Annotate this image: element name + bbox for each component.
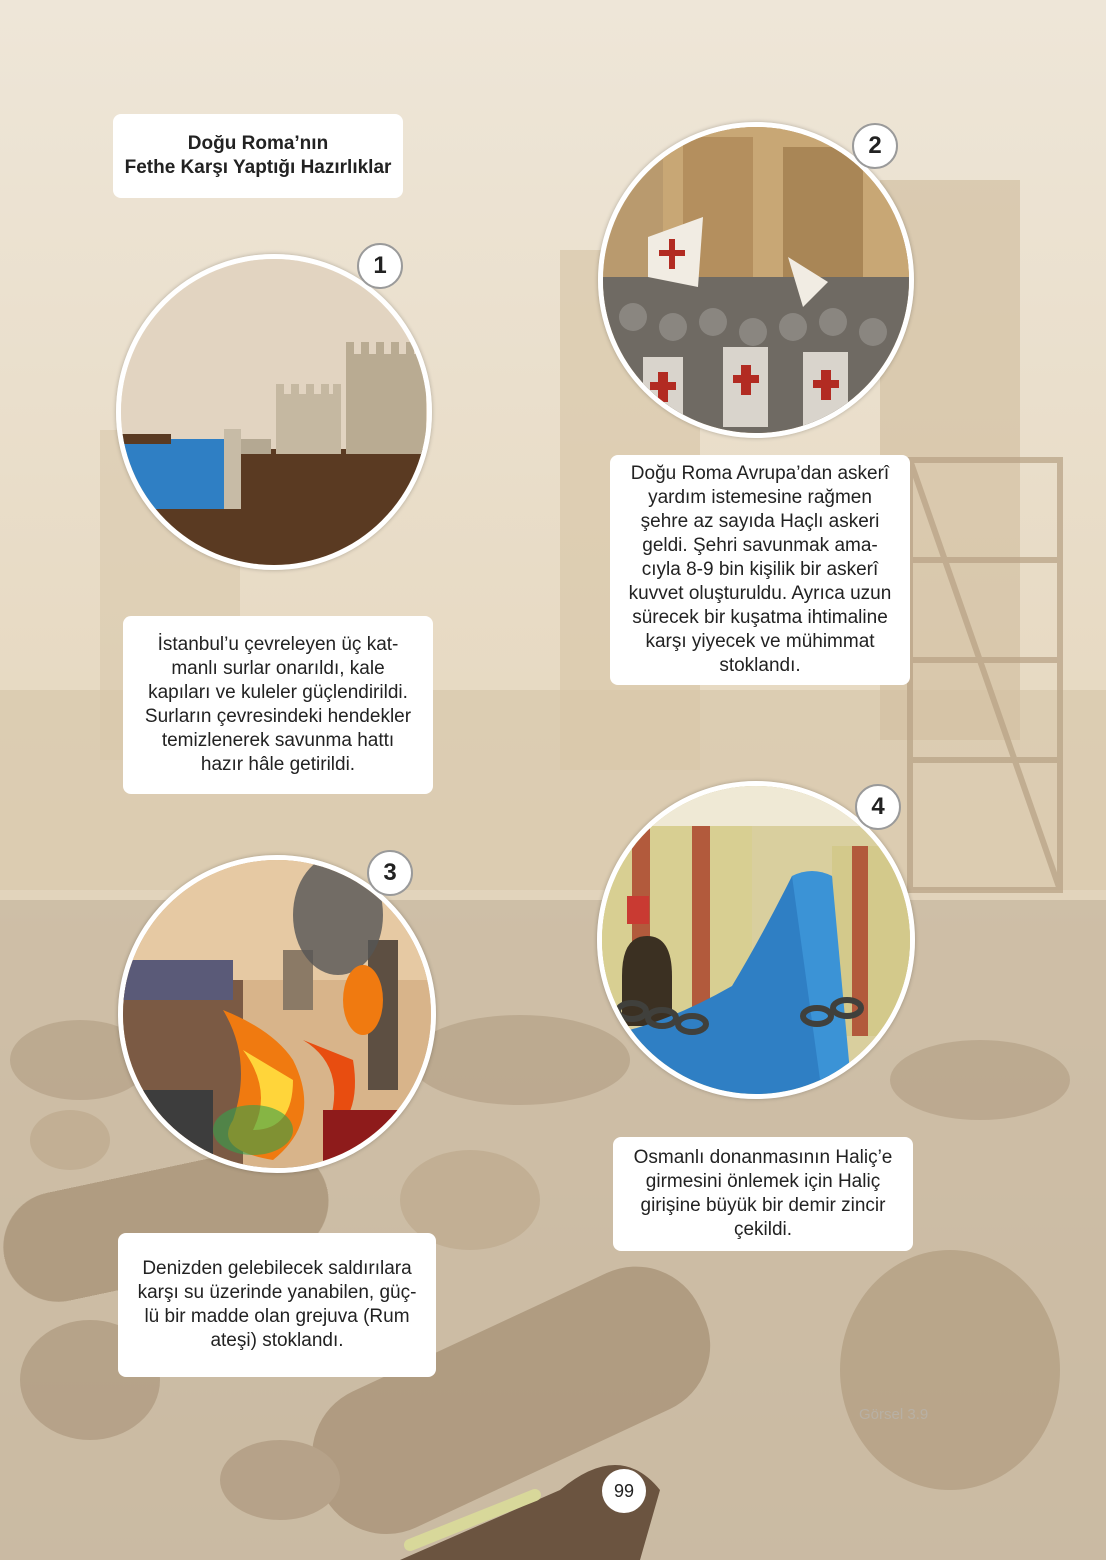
- item-1-line: kapıları ve kuleler güçlendirildi.: [148, 682, 408, 703]
- figure-caption: Görsel 3.9: [859, 1406, 929, 1423]
- item-3-line: karşı su üzerinde yanabilen, güç-: [137, 1282, 417, 1303]
- item-number-badge-2: 2: [852, 123, 898, 169]
- item-3-line: Denizden gelebilecek saldırılara: [142, 1258, 412, 1279]
- item-1-line: İstanbul’u çevreleyen üç kat-: [157, 634, 399, 655]
- item-number-badge-3: 3: [367, 850, 413, 896]
- item-2-line: sürecek bir kuşatma ihtimaline: [632, 607, 888, 628]
- item-2-line: karşı yiyecek ve mühimmat: [645, 631, 875, 652]
- item-4-line: girişine büyük bir demir zincir: [640, 1195, 886, 1216]
- item-2-line: Doğu Roma Avrupa’dan askerî: [630, 463, 890, 484]
- item-3-line: lü bir madde olan grejuva (Rum: [144, 1306, 410, 1327]
- item-2-description: [610, 455, 910, 685]
- item-1-line: manlı surlar onarıldı, kale: [171, 658, 385, 679]
- item-4-line: girmesini önlemek için Haliç: [645, 1171, 881, 1192]
- item-3-description: [118, 1233, 436, 1377]
- item-2-line: şehre az sayıda Haçlı askeri: [640, 511, 880, 532]
- item-1-line: temizlenerek savunma hattı: [161, 730, 395, 751]
- image-golden-horn-chain: [597, 781, 915, 1099]
- item-4-description: [613, 1137, 913, 1251]
- item-4-line: çekildi.: [733, 1219, 793, 1240]
- section-title-card: [113, 114, 403, 198]
- item-2-line: geldi. Şehri savunmak ama-: [642, 535, 878, 556]
- item-3-line: ateşi) stoklandı.: [210, 1330, 344, 1351]
- section-title-line2: Fethe Karşı Yaptığı Hazırlıklar: [124, 157, 392, 178]
- item-4-line: Osmanlı donanmasının Haliç’e: [633, 1147, 893, 1168]
- page-number: 99: [602, 1469, 646, 1513]
- item-2-line: yardım istemesine rağmen: [648, 487, 872, 508]
- item-1-description: [123, 616, 433, 794]
- section-title-line1: Doğu Roma’nın: [187, 133, 329, 154]
- item-number-badge-4: 4: [855, 784, 901, 830]
- item-2-line: cıyla 8-9 bin kişilik bir askerî: [641, 559, 879, 580]
- image-wall-cross-section: [116, 254, 432, 570]
- item-1-line: hazır hâle getirildi.: [200, 754, 356, 775]
- image-greek-fire: [118, 855, 436, 1173]
- item-2-line: stoklandı.: [719, 655, 801, 676]
- item-1-line: Surların çevresindeki hendekler: [144, 706, 412, 727]
- item-number-badge-1: 1: [357, 243, 403, 289]
- item-2-line: kuvvet oluşturuldu. Ayrıca uzun: [628, 583, 892, 604]
- image-crusader-army: [598, 122, 914, 438]
